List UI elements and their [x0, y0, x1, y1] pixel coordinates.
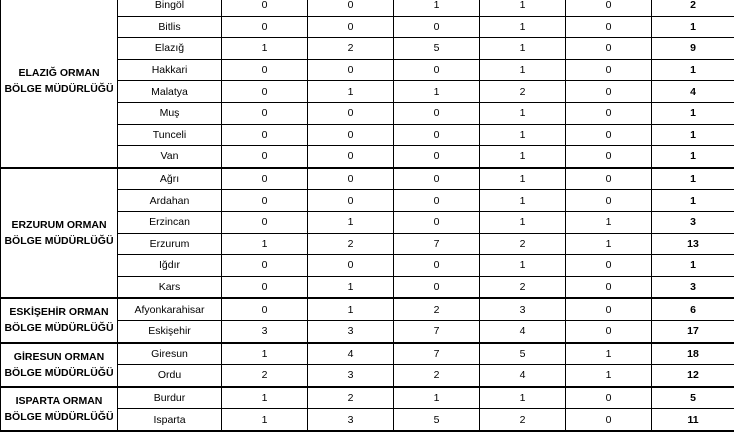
value-cell: 0 — [566, 146, 652, 168]
value-cell: 3 — [308, 409, 394, 431]
value-cell: 1 — [480, 59, 566, 81]
value-cell: 0 — [566, 38, 652, 60]
value-cell: 0 — [308, 16, 394, 38]
value-cell: 0 — [566, 0, 652, 16]
value-cell: 2 — [480, 409, 566, 431]
value-cell: 1 — [308, 276, 394, 298]
total-cell: 11 — [652, 409, 734, 431]
value-cell: 1 — [222, 343, 308, 365]
region-name: ELAZIĞ ORMAN BÖLGE MÜDÜRLÜĞÜ — [1, 0, 118, 168]
region-name: ERZURUM ORMAN BÖLGE MÜDÜRLÜĞÜ — [1, 168, 118, 299]
province-cell: Muş — [118, 102, 222, 124]
total-cell: 3 — [652, 276, 734, 298]
value-cell: 0 — [308, 102, 394, 124]
province-cell: Ağrı — [118, 168, 222, 190]
total-cell: 3 — [652, 211, 734, 233]
value-cell: 1 — [222, 233, 308, 255]
value-cell: 0 — [566, 276, 652, 298]
value-cell: 3 — [308, 320, 394, 342]
value-cell: 2 — [308, 38, 394, 60]
value-cell: 0 — [394, 59, 480, 81]
value-cell: 0 — [566, 298, 652, 320]
value-cell: 1 — [480, 387, 566, 409]
total-cell: 1 — [652, 255, 734, 277]
total-cell: 17 — [652, 320, 734, 342]
province-cell: Erzincan — [118, 211, 222, 233]
value-cell: 4 — [480, 320, 566, 342]
province-cell: Ordu — [118, 365, 222, 387]
value-cell: 0 — [566, 124, 652, 146]
value-cell: 0 — [566, 16, 652, 38]
value-cell: 0 — [222, 146, 308, 168]
value-cell: 0 — [566, 320, 652, 342]
value-cell: 1 — [566, 343, 652, 365]
value-cell: 0 — [222, 59, 308, 81]
total-cell: 6 — [652, 298, 734, 320]
value-cell: 4 — [308, 343, 394, 365]
value-cell: 0 — [308, 146, 394, 168]
value-cell: 2 — [480, 276, 566, 298]
value-cell: 0 — [394, 190, 480, 212]
province-cell: Ardahan — [118, 190, 222, 212]
value-cell: 0 — [308, 190, 394, 212]
total-cell: 1 — [652, 168, 734, 190]
value-cell: 2 — [394, 365, 480, 387]
value-cell: 1 — [566, 365, 652, 387]
value-cell: 0 — [566, 168, 652, 190]
value-cell: 0 — [222, 102, 308, 124]
value-cell: 2 — [308, 387, 394, 409]
value-cell: 0 — [394, 102, 480, 124]
total-cell: 1 — [652, 190, 734, 212]
total-cell: 1 — [652, 16, 734, 38]
value-cell: 5 — [394, 409, 480, 431]
value-cell: 3 — [480, 298, 566, 320]
value-cell: 0 — [394, 168, 480, 190]
value-cell: 1 — [222, 38, 308, 60]
value-cell: 2 — [308, 233, 394, 255]
total-cell: 1 — [652, 59, 734, 81]
province-cell: Tunceli — [118, 124, 222, 146]
value-cell: 2 — [480, 233, 566, 255]
value-cell: 0 — [222, 298, 308, 320]
value-cell: 1 — [394, 387, 480, 409]
value-cell: 0 — [566, 409, 652, 431]
value-cell: 1 — [480, 190, 566, 212]
value-cell: 0 — [222, 255, 308, 277]
total-cell: 4 — [652, 81, 734, 103]
total-cell: 1 — [652, 102, 734, 124]
value-cell: 1 — [394, 0, 480, 16]
total-cell: 12 — [652, 365, 734, 387]
value-cell: 0 — [222, 16, 308, 38]
value-cell: 1 — [480, 102, 566, 124]
value-cell: 1 — [566, 233, 652, 255]
value-cell: 0 — [308, 124, 394, 146]
province-cell: Van — [118, 146, 222, 168]
value-cell: 1 — [480, 0, 566, 16]
value-cell: 5 — [394, 38, 480, 60]
table-row — [1, 0, 734, 16]
value-cell: 1 — [480, 146, 566, 168]
value-cell: 4 — [480, 365, 566, 387]
value-cell: 1 — [308, 211, 394, 233]
province-cell: Hakkari — [118, 59, 222, 81]
value-cell: 0 — [394, 276, 480, 298]
value-cell: 1 — [566, 211, 652, 233]
value-cell: 1 — [480, 124, 566, 146]
table-row — [1, 168, 734, 190]
value-cell: 0 — [222, 168, 308, 190]
region-name: GİRESUN ORMAN BÖLGE MÜDÜRLÜĞÜ — [1, 343, 118, 387]
value-cell: 0 — [308, 168, 394, 190]
value-cell: 1 — [480, 255, 566, 277]
value-cell: 0 — [222, 0, 308, 16]
total-cell: 2 — [652, 0, 734, 16]
value-cell: 0 — [222, 81, 308, 103]
value-cell: 5 — [480, 343, 566, 365]
value-cell: 2 — [394, 298, 480, 320]
total-cell: 9 — [652, 38, 734, 60]
table-row — [1, 387, 734, 409]
value-cell: 0 — [308, 59, 394, 81]
province-cell: Iğdır — [118, 255, 222, 277]
value-cell: 0 — [566, 190, 652, 212]
value-cell: 0 — [394, 211, 480, 233]
table-row — [1, 343, 734, 365]
value-cell: 1 — [480, 168, 566, 190]
province-cell: Erzurum — [118, 233, 222, 255]
value-cell: 3 — [308, 365, 394, 387]
value-cell: 1 — [394, 81, 480, 103]
value-cell: 0 — [308, 0, 394, 16]
value-cell: 0 — [566, 102, 652, 124]
value-cell: 2 — [222, 365, 308, 387]
total-cell: 1 — [652, 124, 734, 146]
value-cell: 1 — [480, 16, 566, 38]
region-name: ESKİŞEHİR ORMAN BÖLGE MÜDÜRLÜĞÜ — [1, 298, 118, 342]
total-cell: 13 — [652, 233, 734, 255]
value-cell: 0 — [566, 81, 652, 103]
value-cell: 7 — [394, 343, 480, 365]
value-cell: 0 — [394, 255, 480, 277]
table-row — [1, 298, 734, 320]
province-cell: Bingöl — [118, 0, 222, 16]
province-cell: Burdur — [118, 387, 222, 409]
value-cell: 0 — [394, 16, 480, 38]
value-cell: 0 — [308, 255, 394, 277]
value-cell: 1 — [308, 81, 394, 103]
province-cell: Kars — [118, 276, 222, 298]
value-cell: 0 — [222, 276, 308, 298]
value-cell: 1 — [308, 298, 394, 320]
province-cell: Eskişehir — [118, 320, 222, 342]
region-name: ISPARTA ORMAN BÖLGE MÜDÜRLÜĞÜ — [1, 387, 118, 431]
value-cell: 1 — [480, 38, 566, 60]
province-cell: Malatya — [118, 81, 222, 103]
value-cell: 0 — [566, 59, 652, 81]
value-cell: 7 — [394, 233, 480, 255]
value-cell: 0 — [222, 211, 308, 233]
value-cell: 0 — [394, 124, 480, 146]
value-cell: 0 — [394, 146, 480, 168]
province-cell: Afyonkarahisar — [118, 298, 222, 320]
value-cell: 0 — [222, 190, 308, 212]
value-cell: 0 — [566, 387, 652, 409]
province-cell: Giresun — [118, 343, 222, 365]
value-cell: 2 — [480, 81, 566, 103]
table-body — [1, 0, 734, 431]
value-cell: 3 — [222, 320, 308, 342]
province-cell: Elazığ — [118, 38, 222, 60]
value-cell: 0 — [566, 255, 652, 277]
province-cell: Isparta — [118, 409, 222, 431]
value-cell: 1 — [480, 211, 566, 233]
value-cell: 0 — [222, 124, 308, 146]
value-cell: 1 — [222, 387, 308, 409]
value-cell: 1 — [222, 409, 308, 431]
value-cell: 7 — [394, 320, 480, 342]
province-cell: Bitlis — [118, 16, 222, 38]
total-cell: 5 — [652, 387, 734, 409]
total-cell: 1 — [652, 146, 734, 168]
total-cell: 18 — [652, 343, 734, 365]
